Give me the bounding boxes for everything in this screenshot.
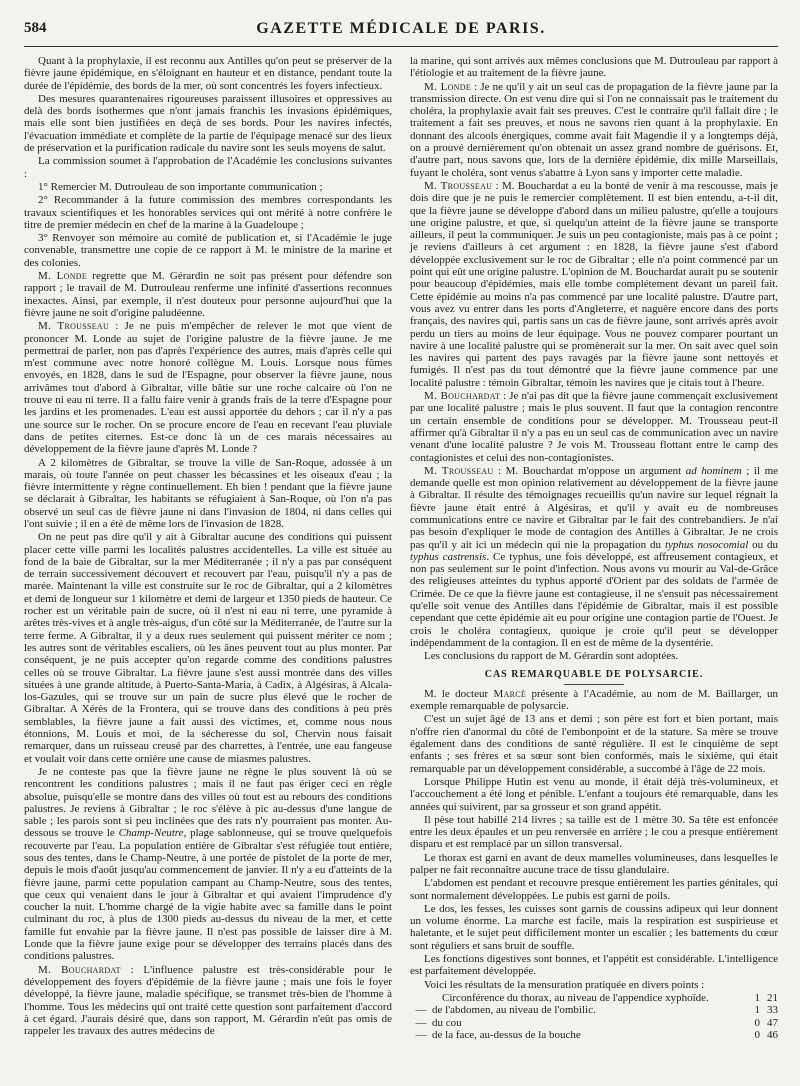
body-text: , plage sablonneuse, qui se trouve quelquefois recouverte par l'eau. La population entière de Gibraltar s'est réfugiée tout entière, sous des tentes, dans le Champ-Neutre, à une portée de pistolet de la porte de mer, depuis le mois d'août jusqu'au commencement de janvier. Il n'y a eu d'atteints de la fièvre jaune, parmi cette population campant au Champ-Neutre, sous des tentes, que ceux qui venaient dans le jour à Gibraltar et qui avaient l'imprudence d'y coucher la nuit. L'homme chargé de la vigie habite avec sa famille dans le point culminant du roc, à plus de 1300 pieds au-dessus du niveau de la mer, et cette famille fut envahie par la fièvre jaune. Il n'est pas possible de laisser dire à M. Londe que la fièvre jaune exige pour se développer des terrains placés dans des conditions palustres. [24,827,392,963]
measurement-row [410,992,778,1005]
measurement-label: du cou [432,1016,462,1029]
measurements-table [410,992,778,1042]
measurement-ditto: — [415,1016,427,1029]
paragraph-trousseau-remarks [24,320,392,455]
speaker-text: : Je ne qu'il y ait un seul cas de propagation de la fièvre jaune par la transmission directe. On est venu dire qui si l'on ne connaissait pas le traitement du choléra, la prophylaxie avait fait ses preuves. C'est le contraire qu'il fallait dire ; le traitement a fait ses preuves, et nous ne savons rien quant à la prophylaxie. En donnant des alcools énergiques, comme avait fait Magendie il y a longtemps déjà, on a prouvé dernièrement qu'on obtenait un assez grand nombre de guérisons. Et, d'autre part, nous savons que, lors de la dernière épidémie, dix mille Marseillais, fuyant le choléra, sont venus s'abattre à Lyon sans y importer cette maladie. [410,80,778,179]
paragraph-case-birth: Lorsque Philippe Hutin est venu au monde, il était déjà très-volumineux, et l'accouchement a été long et pénible. L'enfant a toujours été remarquable, dans les années qui suivirent, par sa grosseur et son grand appétit. [410,775,778,813]
body-text: M. le docteur [424,687,494,700]
measurements-table-body [410,992,778,1042]
measurement-meters: 0 [754,1016,760,1029]
place-name: Champ-Neutre [118,827,184,840]
left-column [24,55,392,1042]
measurement-row [410,1017,778,1030]
speaker-text: . Ce typhus, une fois développé, est affreusement contagieux, et non pas seulement sur le point d'infection. Nous avons vu mourir au Val-de-Grâce des religieuses atteintes du typhus apporté d'Orient par des soldats de l'armée de Crimée. De ce que la fièvre jaune est contagieuse, il ne s'ensuit pas nécessairement qu'elle soit venue des Antilles dans l'épidémie de Gibraltar, mais il est possible cependant que cette épidémie ait eu pour origine une contagion partie de l'Ouest. Je crois le choléra contagieux, quoique je croie qu'il peut se développer indépendamment de la contagion. Il en est de même de la dysentérie. [410,550,778,649]
paragraph-case-intro [410,688,778,713]
paragraph-measurements-intro: Voici les résultats de la mensuration pratiquée en divers points : [424,978,705,991]
disease-name: typhus nosocomial [664,538,749,551]
page-number: 584 [24,20,47,36]
paragraph-bouchardat-reply [410,390,778,464]
conclusion-item-2: 2° Recommander à la future commission des membres correspondants les travaux scientifiques et les honorables services qui ont mérité à notre confrère le titre de premier médecin en chef de la marine à la Guadeloupe ; [24,194,392,231]
measurement-label: Circonférence du thorax, au niveau de l'appendice xyphoïde. [442,991,709,1004]
measurement-meters: 0 [754,1029,760,1042]
header-rule [24,46,778,47]
measurement-label: de la face, au-dessus de la bouche [432,1029,581,1042]
measurement-ditto: — [415,1004,427,1017]
measurement-label: de l'abdomen, au niveau de l'ombilic. [432,1004,596,1017]
speaker-name: M. Trousseau [424,464,494,477]
measurement-centimeters: 46 [767,1029,778,1042]
paragraph-trousseau-final [410,465,778,649]
speaker-text: ; il me demande quelle est mon opinion relativement au développement de la fièvre jaune à Gibraltar. Il résulte des témoignages recueillis qu'un navire sur lequel régnait la fièvre jaune était entré à Algésiras, et qu'il y avait eu de nombreuses communications entre ce navire et Gibraltar par le fait des contrebandiers. Je n'ai pas besoin d'expliquer le mode de contagion des Antilles à Gibraltar. Je ne crois pas qu'il y ait ici un médecin qui nie la propagation du [410,464,779,551]
paragraph-trousseau-reply [410,180,778,389]
page-header [24,18,778,42]
speaker-text: regrette que M. Gérardin ne soit pas présent pour défendre son rapport ; le travail de M. Dutrouleau renferme une infinité d'assertions reconnues inexactes. Ainsi, par exemple, il n'est douteux pour personne aujourd'hui que la fièvre jaune ne soit d'origine paludéenne. [24,270,392,319]
paragraph-continuation: la marine, qui sont arrivés aux mêmes conclusions que M. Dutrouleau par rapport à l'étiologie et au traitement de la fièvre jaune. [410,55,778,80]
two-column-body [24,55,778,1042]
paragraph-case-thorax: Le thorax est garni en avant de deux mamelles volumineuses, dans lesquelles le palper ne fait reconnaître aucune trace de tissu glandulaire. [410,851,778,876]
paragraph-case-family: C'est un sujet âgé de 13 ans et demi ; son père est fort et bien portant, mais n'offre rien d'anormal du côté de l'embonpoint et de la stature. Sa mère se trouve également dans des conditions de santé régulière. Il est le cinquième de sept enfants ; ses frères et sa sœur sont bien conformés, mais le sixième, qui était remarquable par un développement considérable, a succombé à l'âge de 22 mois. [410,713,778,775]
measurement-centimeters: 33 [767,1004,778,1017]
paragraph-san-roque: A 2 kilomètres de Gibraltar, se trouve la ville de San-Roque, adossée à un marais, où toute l'année on peut chasser les bécassines et les oiseaux d'eau ; la fièvre intermittente y règne continuellement. Eh bien ! pendant que la fièvre jaune se déclarait à Gibraltar, les habitants se réfugiaient à San-Roque, où l'on n'a pas observé un seul cas de fièvre jaune ni dans l'invasion de 1804, ni dans celles qui l'ont suivie ; il en a été de même lors de l'invasion de 1828. [24,456,392,530]
speaker-text: : M. Bouchardat a eu la bonté de venir à ma rescousse, mais je dois dire que je ne puis le remercier complètement. Il est bien entendu, a-t-il dit, que la fièvre jaune se développe d'abord dans un milieu palustre, qu'elle a toujours une origine palustre, et que, si quelqu'un atteint de la fièvre jaune se transporte ailleurs, il peut la communiquer. Je suis un peu contagioniste, mais pas à ce point ; je reviens d'ailleurs à cet argument : en 1828, la fièvre jaune s'est d'abord développée exclusivement sur le roc de Gibraltar ; elle n'a point commencé par un point qui eût une origine palustre. L'opinion de M. Bouchardat aurait pu se soutenir pour beaucoup d'épidémies, mais elle tombe complétement devant un pareil fait. Cette épidémie au moins n'a pas commencé par une localité palustre. D'autre part, vous avez vu entrer dans les ports d'Angleterre, et naguère encore dans des ports français, des navires qui, partis sans un cas de fièvre jaune, sont arrivés après avoir perdu un tiers au moins de leur équipage. Vous ne pouvez comparer pourtant un navire à une localité palustre qui se promènerait sur la mer. On sait avec quel soin les navires qui partent des pays ravagés par la fièvre jaune sont nettoyés et fumigés. Il n'est pas du tout démontré que la fièvre jaune commence par une localité palustre : témoin Gibraltar, témoin les navires que je citais tout à l'heure. [410,179,778,389]
body-text: présente à l'Académie, au nom de M. Baillarger, un exemple remarquable de polysarcie. [410,687,779,713]
speaker-text: : L'influence palustre est très-considérable pour le développement des foyers d'épidémie de la fièvre jaune ; mais une fois le foyer développé, la fièvre jaune, maladie spécifique, se transmet très-bien de l'homme à l'homme. Tous les médecins qui ont traité cette question sont parfaitement d'accord à cet égard. J'aurais désiré que, dans son rapport, M. Gérardin n'eût pas omis de rappeler les travaux des autres médecins de [24,963,393,1038]
speaker-name: M. Londe [424,80,472,93]
latin-term: ad hominem [685,464,742,477]
paragraph-case-abdomen: L'abdomen est pendant et recouvre presque entièrement les parties génitales, qui sont normalement développées. Le pubis est garni de poils. [410,877,778,902]
paragraph-champ-neutre [24,766,392,963]
paragraph-quarantaine: Des mesures quarantenaires rigoureuses paraissent illusoires et oppressives au delà des bords isothermes que n'ont jamais franchis les invasions épidémiques, mais elle sont bien justifiées en deçà de ses bords. Pour les navires infectés, l'évacuation immédiate et complète de la partie de l'équipage menacé sur des lieux de préservation et la purification radicale du navire sont les seuls moyens de salut. [24,92,392,155]
body-text: Je ne conteste pas que la fièvre jaune ne règne le plus souvent là où se rencontrent les conditions palustres ; mais il ne faut pas ériger ceci en règle absolue, puisqu'elle se montre dans des villes où tout est au rebours des conditions palustres. Je reviens à Gibraltar ; le roc s'élève à pic au-dessus d'une langue de sable ; les parois sont si peu inclinées que des rats n'y pourraient pas monter. Au-dessous se trouve le [24,765,392,840]
speaker-name: M. Trousseau [424,179,493,192]
paragraph-prophylaxie: Quant à la prophylaxie, il est reconnu aux Antilles qu'on peut se préserver de la fièvre jaune épidémique, en s'éloignant en hauteur et en distance, pendant toute la durée de l'épidémie, des bords de la mer, où sont concentrés les foyers infectieux. [24,55,392,92]
measurement-meters: 1 [754,1004,760,1017]
right-column [410,55,778,1042]
measurement-ditto: — [415,1029,427,1042]
speaker-text: : M. Bouchardat m'oppose un argument [493,464,686,477]
speaker-name: M. Londe [38,270,88,283]
measurement-row [410,1029,778,1042]
journal-title: GAZETTE MÉDICALE DE PARIS. [256,20,546,37]
disease-name: typhus castrensis [410,550,487,563]
paragraph-case-weight: Il pèse tout habillé 214 livres ; sa taille est de 1 mètre 30. Sa tête est enfoncée entre les deux épaules et un peu renversée en arrière ; le cou a presque entièrement disparu et est remplacé par un sillon transversal. [410,813,778,851]
paragraph-case-digestion: Les fonctions digestives sont bonnes, et l'appétit est considérable. L'intelligence est parfaitement développée. [410,953,778,978]
section-rule [564,684,624,685]
paragraph-conclusions-adopted: Les conclusions du rapport de M. Gérardin sont adoptées. [424,650,679,663]
author-name: Marcé [493,687,527,700]
measurement-row [410,1004,778,1017]
paragraph-londe-remarks [24,270,392,319]
paragraph-bouchardat-remarks [24,964,392,1038]
speaker-name: M. Bouchardat [38,963,121,976]
speaker-text: : Je ne puis m'empêcher de relever le mot que vient de prononcer M. Londe au sujet de l'origine palustre de la fièvre jaune. Je me permettrai de parler, non pas d'après l'expérience des autres, mais d'après celle qui m'est commune avec notre honoré collègue M. Louis. Lorsque nous fûmes envoyés, en 1828, dans le sud de l'Espagne, pour observer la fièvre jaune, nous arrivâmes tout d'abord à Gibraltar, ville bâtie sur une roche calcaire où l'on ne trouve ni eau ni terre. Il a fallu faire venir à grands frais de la terre d'Espagne pour les jardins et les promenades. L'eau est aussi apportée du dehors ; car il n'y a pas une source sur le rocher. On se procure encore de l'eau en recevant l'eau pluviale dans de petites citernes. Est-ce donc là un de ces marais nécessaires au développement de la fièvre jaune d'après M. Londe ? [24,320,392,456]
speaker-name: M. Trousseau [38,320,110,333]
measurement-centimeters: 21 [767,991,778,1004]
measurement-ditto [410,992,432,1005]
conclusion-item-1: 1° Remercier M. Dutrouleau de son importante communication ; [38,180,323,193]
speaker-name: M. Bouchardat [424,390,501,403]
section-heading: CAS REMARQUABLE DE POLYSARCIE. [484,668,704,680]
speaker-text: ou du [748,538,778,551]
paragraph-conclusions-intro: La commission soumet à l'approbation de l'Académie les conclusions suivantes : [24,155,392,180]
measurement-centimeters: 47 [767,1016,778,1029]
speaker-text: : Je n'ai pas dit que la fièvre jaune commençait exclusivement par une localité palustre ; mais le plus souvent. Il faut que la contagion rencontre un certain ensemble de conditions pour se développer. M. Trousseau peut-il affirmer qu'à Gibraltar il n'y a pas eu un seul cas de communication avec un navire venant d'une localité palustre ? Je vois M. Trousseau flottant entre le camp des contagionistes et celui des non-contagionistes. [410,390,778,464]
paragraph-gibraltar-conditions: On ne peut pas dire qu'il y ait à Gibraltar aucune des conditions qui puissent placer cette ville parmi les localités palustres accidentelles. La ville est située au fond de la baie de Gibraltar, sur la mer Méditerranée ; il n'y a pas par conséquent de terrain successivement découvert et recouvert par l'eau, puisqu'il n'y a pas de marée. Maintenant la ville est construite sur le roc de Gibraltar, qui a 2 kilomètres et demi de longueur sur 1 kilomètre et demi de largeur et 1350 pieds de hauteur. Ce rocher est un véritable pain de sucre, où il n'est ni eau ni terre, une pyramide à arêtes très-vives et à angle très-aigus, d'un côté sur la Méditerranée, de l'autre sur la terre ferme. A Gibraltar, il y a deux rues seulement qui puissent mériter ce nom ; les autres sont de véritables escaliers, où les ânes peuvent tout au plus monter. Par conséquent, je ne puis accepter qu'on regarde comme des conditions palustres celles où se trouve Gibraltar. La fièvre jaune s'est aussi montrée dans des villes situées à une grande altitude, à Puerto-Santa-Maria, à Cadix, à Algésiras, à Alcala-los-Gazules, qui se trouve sur un pain de sucre plus élevé que le rocher de Gibraltar. A Xérès de la Frontera, qui se trouve dans des conditions à peu près semblables, la fièvre jaune a fait aussi des victimes, et, comme nous nous étonnions, M. Louis et moi, de la sécheresse du sol, Chervin nous faisait remarquer, dans un ruisseau creusé par des charrettes, à l'entrée, une eau fangeuse et voulait voir dans cette ornière une cause de miasmes palustres. [24,531,392,765]
measurement-meters: 1 [754,991,760,1004]
paragraph-londe-reply [410,81,778,179]
paragraph-case-back: Le dos, les fesses, les cuisses sont garnis de coussins adipeux qui leur donnent un volume énorme. La marche est facile, mais la respiration est suspirieuse et haletante, et le sujet peut difficilement monter un escalier ; les battements du cœur sont réguliers et sans bruit de souffle. [410,902,778,952]
conclusion-item-3: 3° Renvoyer son mémoire au comité de publication et, si l'Académie le juge convenable, transmettre une copie de ce rapport à M. le ministre de la marine et des colonies. [24,232,392,269]
